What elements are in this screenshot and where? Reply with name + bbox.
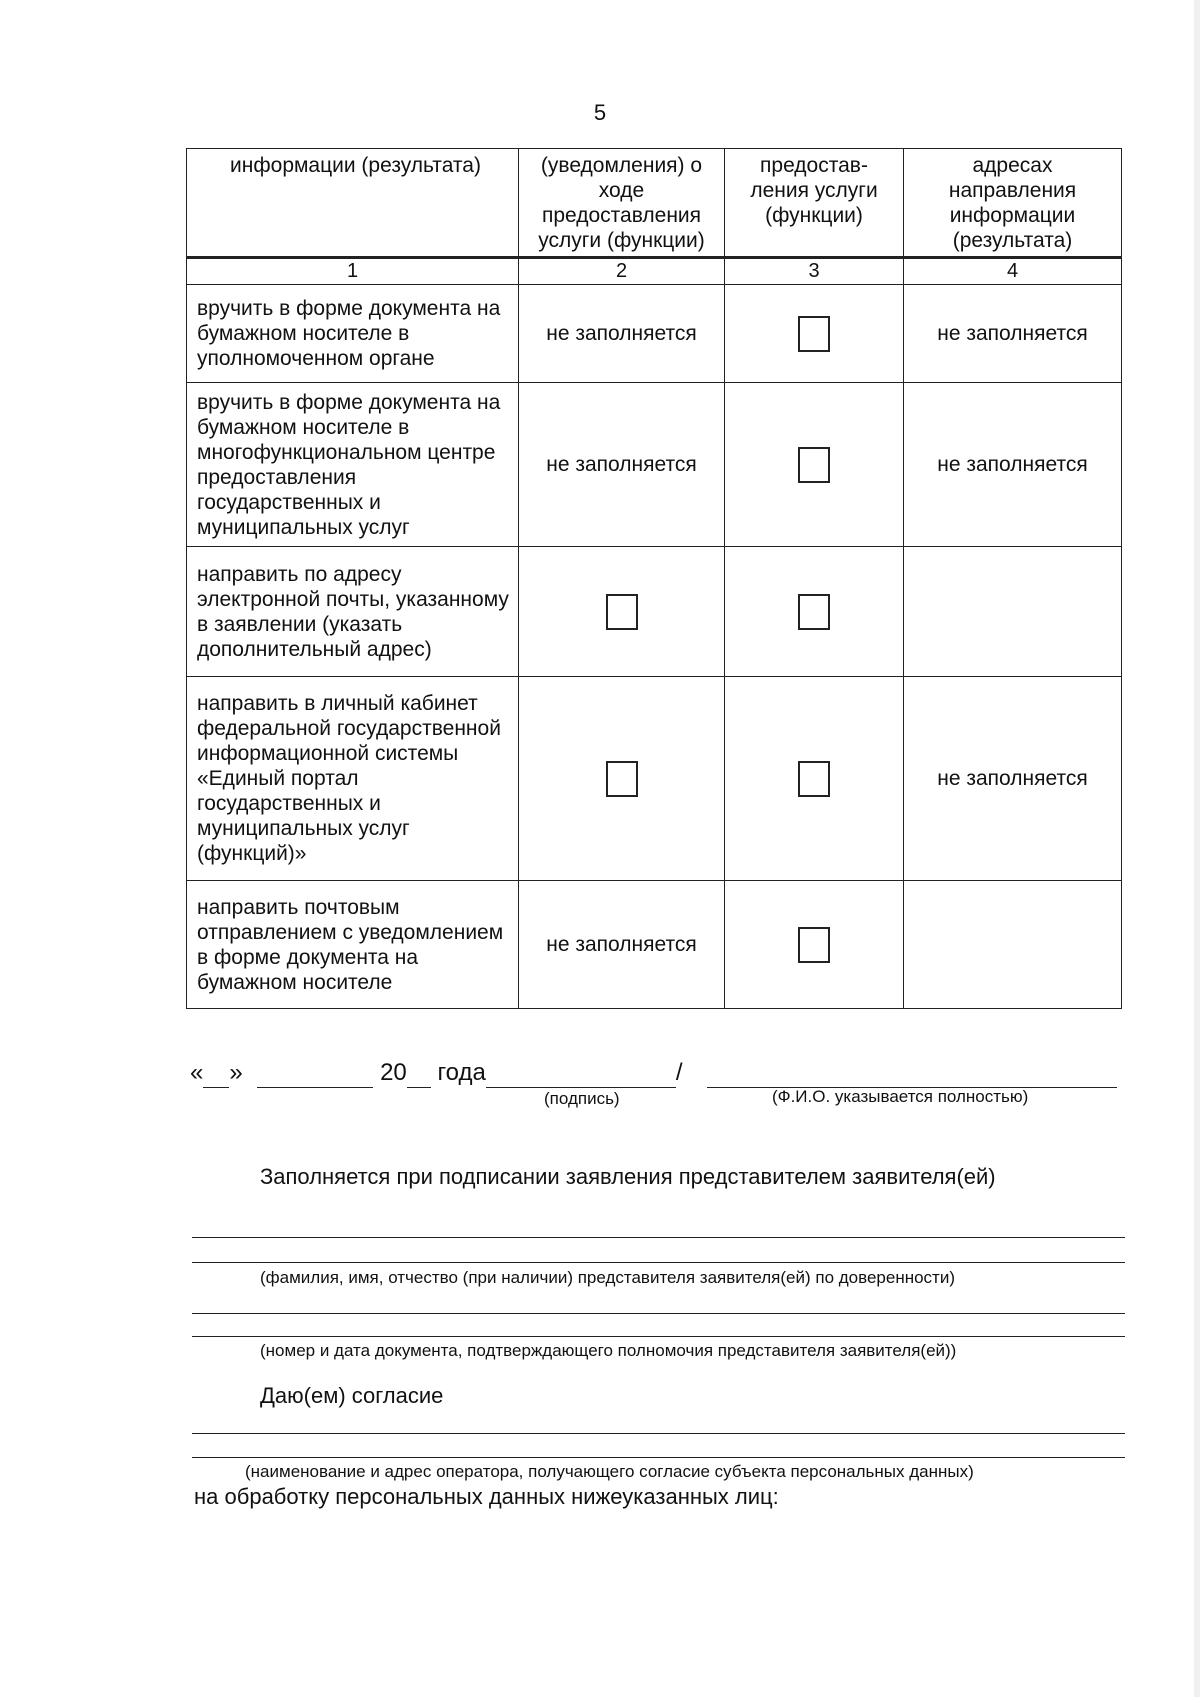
table-header-row <box>187 149 1122 258</box>
signature-line <box>190 1058 1117 1088</box>
table-row <box>187 285 1122 383</box>
full-name-field[interactable] <box>707 1063 1117 1088</box>
checkbox[interactable] <box>606 594 638 630</box>
column-number: 2 <box>519 258 725 285</box>
header-cell: адресах направления информации (результата) <box>904 149 1122 258</box>
cell-text[interactable] <box>904 881 1122 1009</box>
column-number: 3 <box>725 258 904 285</box>
row-label: вручить в форме документа на бумажном носителе в многофункциональном центре предоставления государственных и муниципальных услуг <box>187 383 519 547</box>
cell-text[interactable] <box>904 547 1122 677</box>
checkbox[interactable] <box>798 594 830 630</box>
page-number: 5 <box>593 100 607 125</box>
operator-line[interactable] <box>192 1457 1125 1458</box>
checkbox[interactable] <box>798 447 830 483</box>
row-label: вручить в форме документа на бумажном носителе в уполномоченном органе <box>187 285 519 383</box>
representative-name-caption: (фамилия, имя, отчество (при наличии) представителя заявителя(ей) по доверенности) <box>260 1268 955 1287</box>
header-cell: предостав-ления услуги (функции) <box>725 149 904 258</box>
document-line[interactable] <box>192 1313 1125 1314</box>
cell-text: не заполняется <box>904 383 1122 547</box>
row-label: направить почтовым отправлением с уведомлением в форме документа на бумажном носителе <box>187 881 519 1009</box>
year-prefix: 20 <box>380 1059 407 1086</box>
cell-text: не заполняется <box>519 383 725 547</box>
header-cell: (уведомления) о ходе предоставления услуги (функции) <box>519 149 725 258</box>
cell-text: не заполняется <box>519 881 725 1009</box>
checkbox[interactable] <box>606 761 638 797</box>
day-field[interactable] <box>203 1063 229 1088</box>
column-number: 4 <box>904 258 1122 285</box>
representative-heading: Заполняется при подписании заявления представителем заявителя(ей) <box>260 1164 996 1189</box>
quote-open: « <box>190 1059 204 1086</box>
cell-text: не заполняется <box>904 285 1122 383</box>
row-label: направить по адресу электронной почты, указанному в заявлении (указать дополнительный адрес) <box>187 547 519 677</box>
table-row <box>187 881 1122 1009</box>
table-row <box>187 677 1122 881</box>
cell-text: не заполняется <box>519 285 725 383</box>
checkbox[interactable] <box>798 761 830 797</box>
quote-close: » <box>229 1059 243 1086</box>
checkbox[interactable] <box>798 927 830 963</box>
year-field[interactable] <box>407 1063 431 1088</box>
full-name-caption: (Ф.И.О. указывается полностью) <box>772 1087 1029 1106</box>
document-line[interactable] <box>192 1336 1125 1337</box>
notification-method-table <box>186 148 1122 1009</box>
consent-label: Даю(ем) согласие <box>260 1383 444 1408</box>
table-row <box>187 547 1122 677</box>
representative-name-line[interactable] <box>192 1237 1125 1238</box>
representative-name-line[interactable] <box>192 1262 1125 1263</box>
month-field[interactable] <box>257 1063 373 1088</box>
header-cell: информации (результата) <box>187 149 519 258</box>
table-row <box>187 383 1122 547</box>
operator-caption: (наименование и адрес оператора, получающего согласие субъекта персональных данных) <box>245 1462 974 1481</box>
signature-field[interactable] <box>486 1063 676 1088</box>
column-number-row <box>187 258 1122 285</box>
checkbox[interactable] <box>798 316 830 352</box>
consent-purpose: на обработку персональных данных нижеуказанных лиц: <box>194 1484 779 1509</box>
column-number: 1 <box>187 258 519 285</box>
operator-line[interactable] <box>192 1433 1125 1434</box>
page-edge <box>1194 0 1200 1697</box>
signature-caption: (подпись) <box>544 1089 620 1108</box>
document-caption: (номер и дата документа, подтверждающего полномочия представителя заявителя(ей)) <box>260 1341 957 1360</box>
cell-text: не заполняется <box>904 677 1122 881</box>
row-label: направить в личный кабинет федеральной государственной информационной системы «Единый портал государственных и муниципальных услуг (функций)» <box>187 677 519 881</box>
slash: / <box>675 1059 683 1086</box>
year-suffix: года <box>437 1059 486 1086</box>
